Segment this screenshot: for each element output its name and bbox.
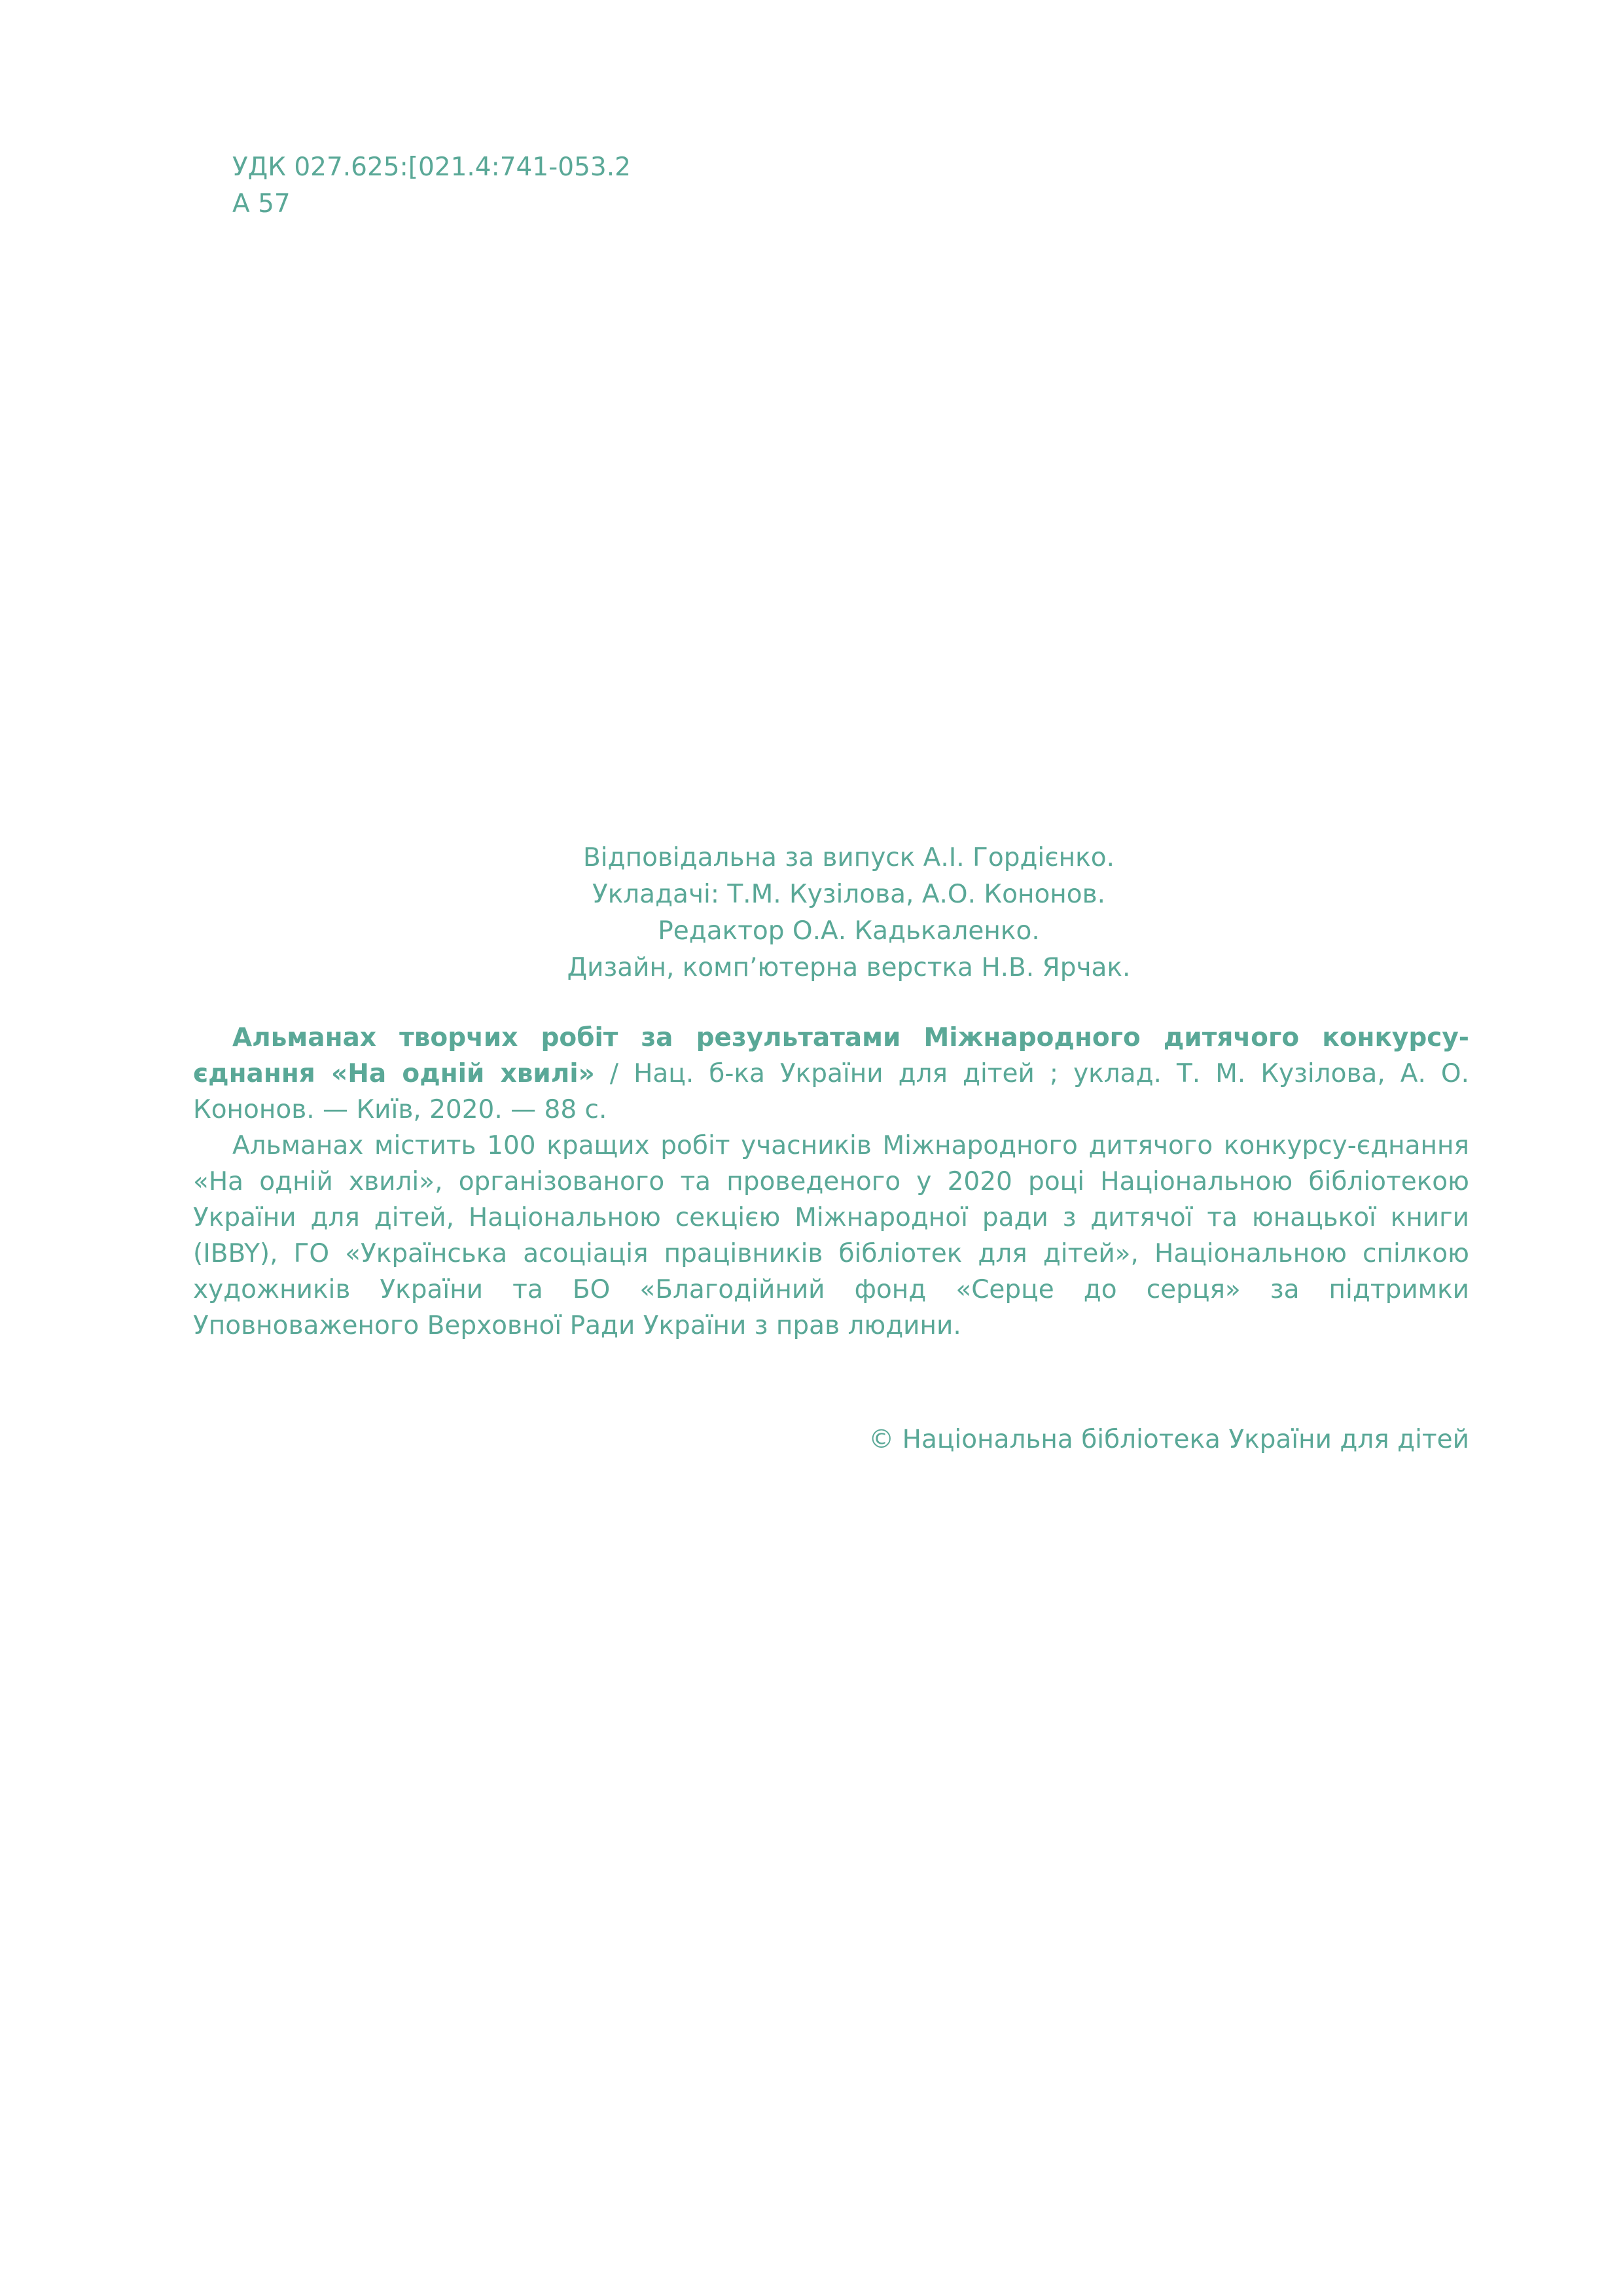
- credit-design: Дизайн, комп’ютерна верстка Н.В. Ярчак.: [567, 953, 1131, 982]
- credit-editor: Редактор О.А. Кадькаленко.: [658, 916, 1040, 946]
- book-title: Альманах творчих робіт за результатами Міжнародного дитячого конкурсу-єднання «На одній хвилі»: [193, 1023, 1469, 1088]
- author-mark: А 57: [232, 189, 291, 219]
- credit-responsible: Відповідальна за випуск А.І. Гордієнко.: [583, 843, 1115, 872]
- credit-compilers: Укладачі: Т.М. Кузілова, А.О. Кононов.: [592, 880, 1106, 909]
- annotation: Альманах містить 100 кращих робіт учасників Міжнародного дитячого конкурсу-єднання «На одній хвилі», організованого та проведеного у 2020 році Національною бібліотекою України для дітей, Національною секцією Міжнародної ради з дитячої та юнацької книги (IBBY), ГО «Українська асоціація працівників бібліотек для дітей», Національною спілкою художників України та БО «Благодійний фонд «Серце до серця» за підтримки Уповноваженого Верховної Ради України з прав людини.: [193, 1131, 1469, 1340]
- bibliographic-description: [193, 1020, 1469, 1344]
- publication-details: / Нац. б-ка України для дітей ; уклад. Т. М. Кузілова, А. О. Кононов. — Київ, 2020. — 88 с.: [193, 1059, 1469, 1124]
- credits-block: [0, 840, 1623, 986]
- udc-code: УДК 027.625:[021.4:741-053.2: [232, 152, 631, 182]
- copyright-notice: © Національна бібліотека України для дітей: [868, 1425, 1469, 1454]
- bibliographic-entry: [193, 1020, 1469, 1128]
- classification-block: [232, 149, 631, 223]
